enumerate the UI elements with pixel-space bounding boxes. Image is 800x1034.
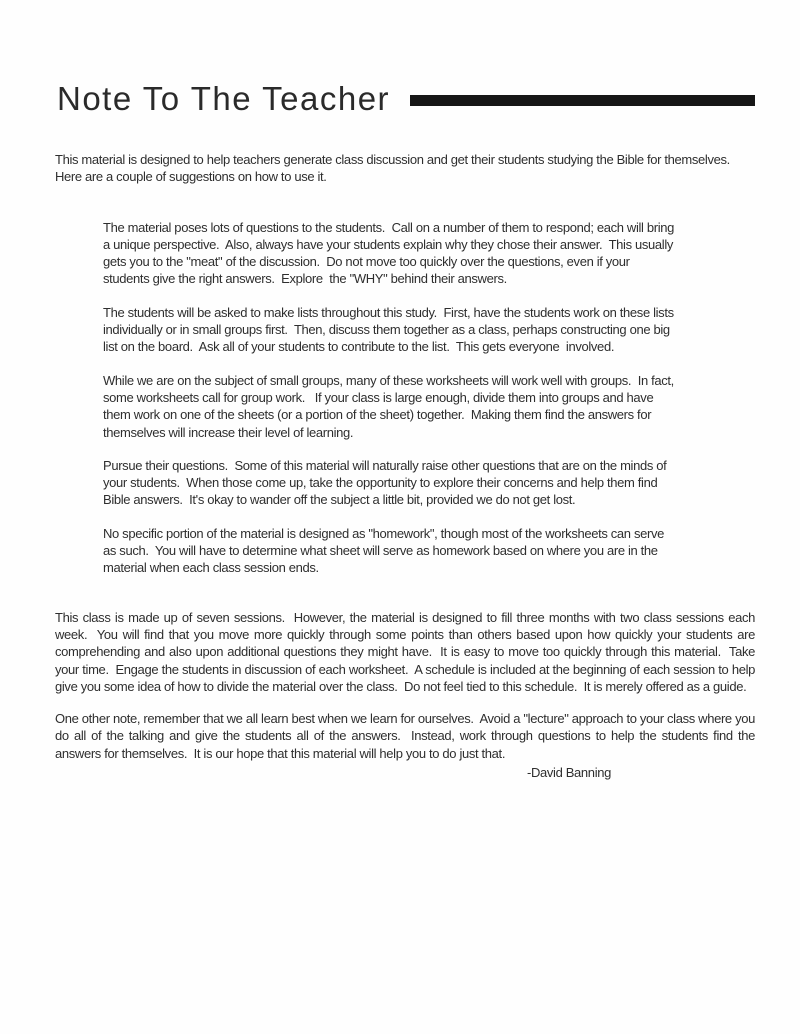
suggestion-paragraph-4: Pursue their questions. Some of this material will naturally raise other questions that are on the minds of your students. When those come up, take the opportunity to explore their concerns and help them find Bible answers. It's okay to wander off the subject a little bit, provided we do not get lost.	[103, 457, 670, 508]
suggestions-block	[103, 219, 678, 577]
suggestion-paragraph-1: The material poses lots of questions to the students. Call on a number of them to respond; each will bring a unique perspective. Also, always have your students explain why they chose their answer. This usually gets you to the "meat" of the discussion. Do not move too quickly over the questions, even if your students give the right answers. Explore the "WHY" behind their answers.	[103, 219, 678, 287]
title-rule	[410, 95, 755, 106]
document-body	[55, 151, 759, 781]
suggestion-paragraph-3: While we are on the subject of small groups, many of these worksheets will work well with groups. In fact, some worksheets call for group work. If your class is large enough, divide them into groups and have them work on one of the sheets (or a portion of the sheet) together. Making them find the answers for themselves will increase their level of learning.	[103, 372, 678, 440]
page-title: Note To The Teacher	[57, 80, 391, 117]
suggestion-paragraph-2: The students will be asked to make lists throughout this study. First, have the students work on these lists individually or in small groups first. Then, discuss them together as a class, perhaps constructing one big list on the board. Ask all of your students to contribute to the list. This gets everyone involved.	[103, 304, 678, 355]
closing-paragraph-2: One other note, remember that we all learn best when we learn for ourselves. Avoid a "lecture" approach to your class where you do all of the talking and give the students all of the answers. Instead, work through questions to help the students find the answers for themselves. It is our hope that this material will help you to do just that.	[55, 711, 759, 761]
suggestion-paragraph-5: No specific portion of the material is designed as "homework", though most of the worksheets can serve as such. You will have to determine what sheet will serve as homework based on where you are in the material when each class session ends.	[103, 525, 668, 576]
title-row	[57, 82, 755, 115]
intro-paragraph: This material is designed to help teachers generate class discussion and get their students studying the Bible for themselves. Here are a couple of suggestions on how to use it.	[55, 152, 737, 185]
closing-paragraph-1: This class is made up of seven sessions. However, the material is designed to fill three months with two class sessions each week. You will find that you move more quickly through some points than others based upon how quickly your students are comprehending and also upon additional questions they might have. It is easy to move too quickly through this material. Take your time. Engage the students in discussion of each worksheet. A schedule is included at the beginning of each session to help give you some idea of how to divide the material over the class. Do not feel tied to this schedule. It is merely offered as a guide.	[55, 609, 759, 694]
author-signature: -David Banning	[527, 765, 611, 781]
